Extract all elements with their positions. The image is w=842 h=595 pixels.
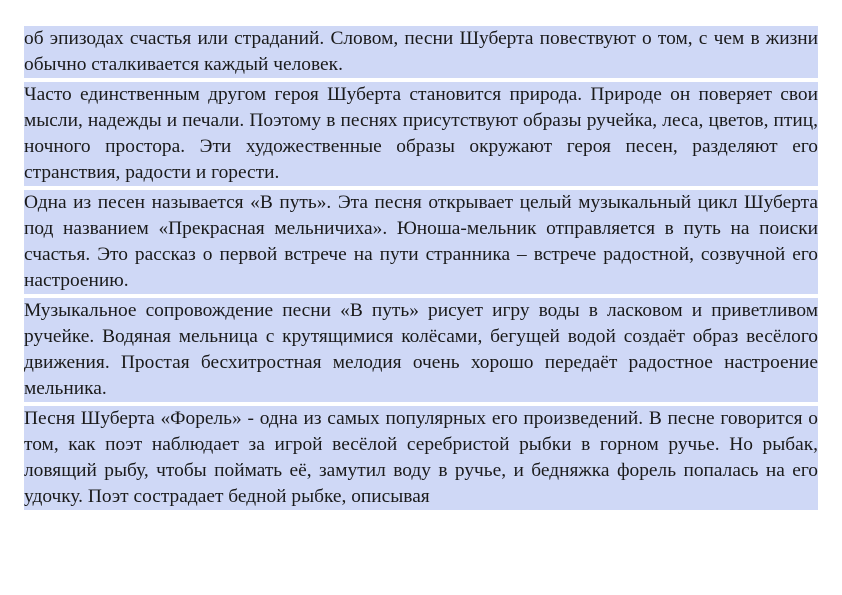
paragraph-2: Часто единственным другом героя Шуберта становится природа. Природе он поверяет свои мысли, надежды и печали. Поэтому в песнях присутствуют образы ручейка, леса, цветов, птиц, ночного простора. Эти художественные образы окружают героя песен, разделяют его странствия, радости и горести.	[24, 82, 818, 186]
slide-text-block	[24, 26, 818, 514]
paragraph-4: Музыкальное сопровождение песни «В путь» рисует игру воды в ласковом и приветливом ручейке. Водяная мельница с крутящимися колёсами, бегущей водой создаёт образ весёлого движения. Простая бесхитростная мелодия очень хорошо передаёт радостное настроение мельника.	[24, 298, 818, 402]
paragraph-5: Песня Шуберта «Форель» - одна из самых популярных его произведений. В песне говорится о том, как поэт наблюдает за игрой весёлой серебристой рыбки в горном ручье. Но рыбак, ловящий рыбу, чтобы поймать её, замутил воду в ручье, и бедняжка форель попалась на его удочку. Поэт сострадает бедной рыбке, описывая	[24, 406, 818, 510]
paragraph-1: об эпизодах счастья или страданий. Словом, песни Шуберта повествуют о том, с чем в жизни обычно сталкивается каждый человек.	[24, 26, 818, 78]
paragraph-3: Одна из песен называется «В путь». Эта песня открывает целый музыкальный цикл Шуберта под названием «Прекрасная мельничиха». Юноша-мельник отправляется в путь на поиски счастья. Это рассказ о первой встрече на пути странника – встрече радостной, созвучной его настроению.	[24, 190, 818, 294]
